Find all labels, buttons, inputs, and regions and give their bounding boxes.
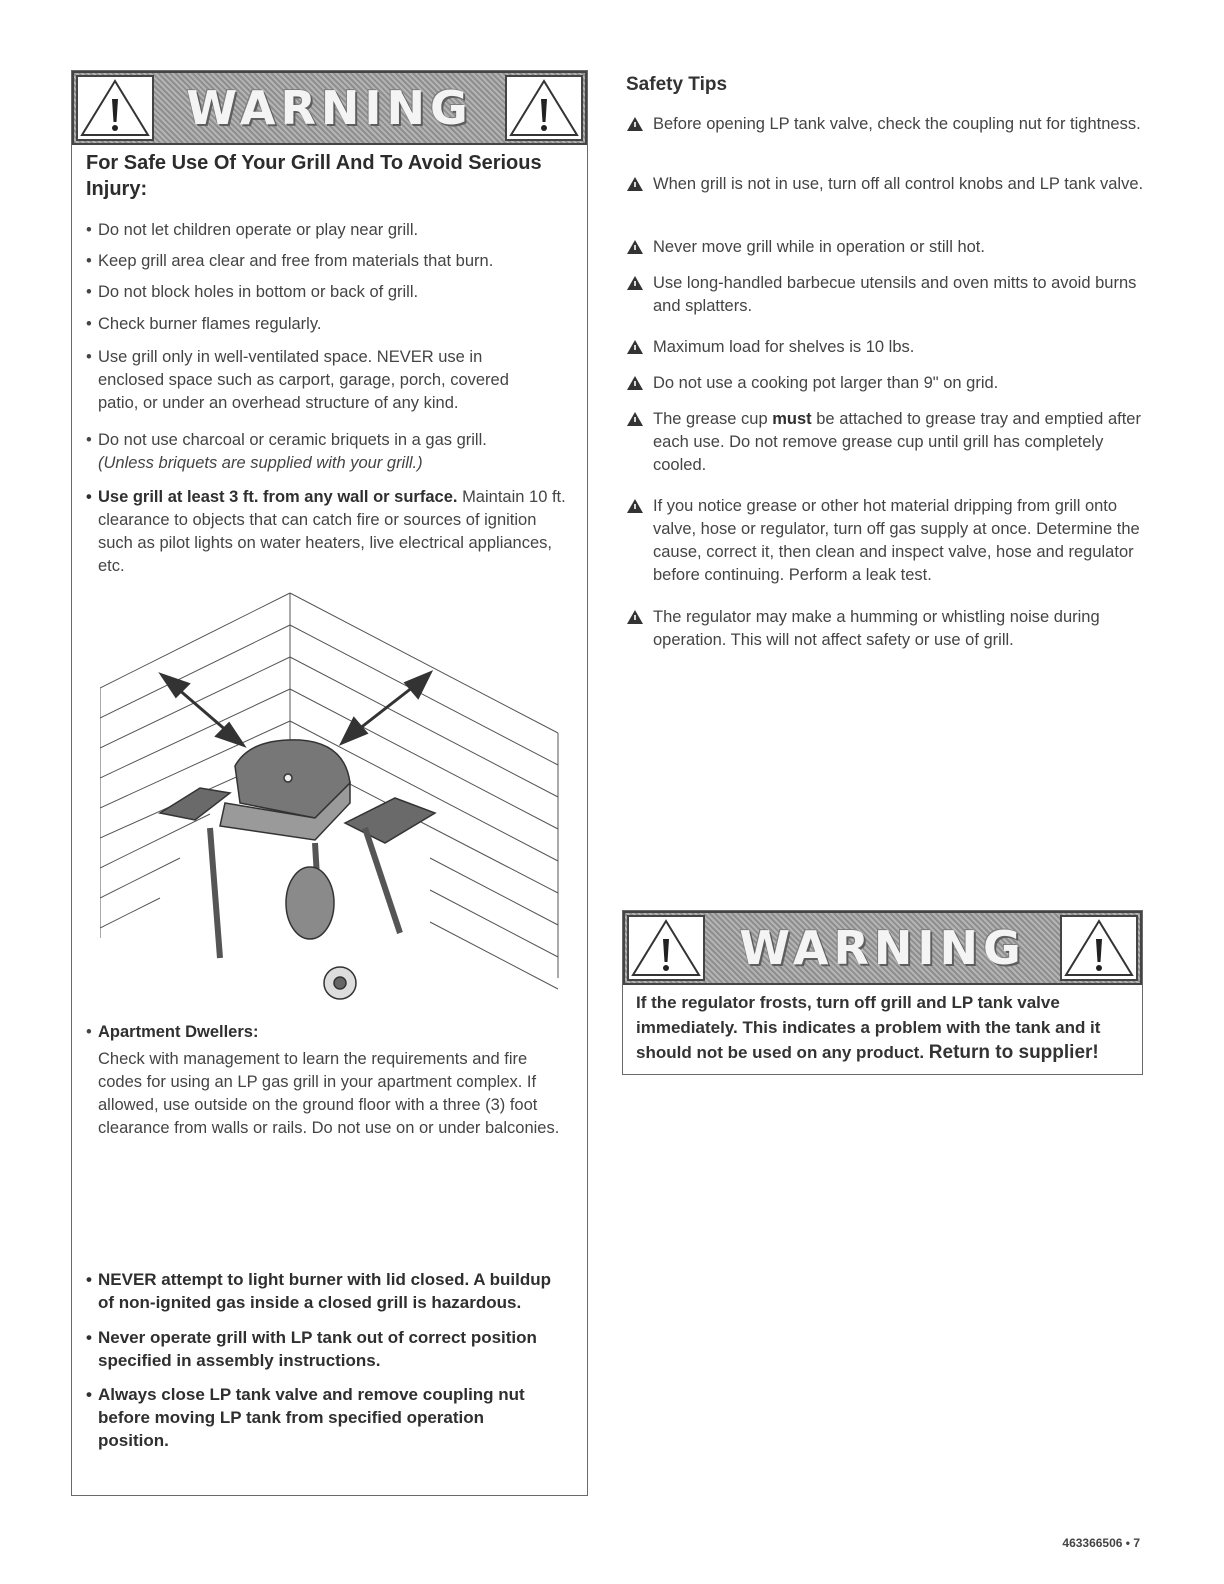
safety-tip-item: The regulator may make a humming or whistling noise during operation. This will not affect safety or use of grill. — [626, 606, 1146, 652]
apartment-text: Check with management to learn the requirements and fire codes for using an LP gas grill in your apartment complex. If allowed, use outside on the ground floor with a three (3) foot clearance from walls or rails. Do not use on or under balconies. — [98, 1050, 560, 1137]
list-item: • Apartment Dwellers: — [86, 1023, 259, 1041]
list-item: • Do not let children operate or play near grill. — [86, 221, 419, 239]
safety-tip-item: If you notice grease or other hot material dripping from grill onto valve, hose or regulator, turn off gas supply at once. Determine the cause, correct it, then clean and inspect valve, hose and regulator before continuing. Perform a leak test. — [626, 495, 1146, 587]
warning-heading: For Safe Use Of Your Grill And To Avoid Serious Injury: — [86, 152, 542, 200]
warning-triangle-icon — [505, 75, 583, 141]
warning-triangle-icon — [626, 339, 644, 355]
warning-triangle-icon — [626, 176, 644, 192]
list-item: • Never operate grill with LP tank out of correct position specified in assembly instructions. — [86, 1328, 537, 1370]
list-item: • Use grill at least 3 ft. from any wall or surface. Maintain 10 ft. clearance to objects that can catch fire or sources of ignition such as pilot lights on water heaters, live electrical appliances, etc. — [86, 488, 566, 575]
list-item: • Check burner flames regularly. — [86, 315, 322, 333]
warning-title: WARNING — [739, 921, 1026, 975]
safety-tips-title: Safety Tips — [626, 74, 728, 95]
warning-triangle-icon — [627, 915, 705, 981]
safety-tip-item: Use long-handled barbecue utensils and oven mitts to avoid burns and splatters. — [626, 272, 1146, 318]
safety-tip-item: Never move grill while in operation or still hot. — [626, 236, 1146, 259]
list-item: • Keep grill area clear and free from materials that burn. — [86, 252, 494, 270]
warning-triangle-icon — [1060, 915, 1138, 981]
warning-banner — [623, 911, 1142, 985]
warning-triangle-icon — [626, 411, 644, 427]
warning-triangle-icon — [626, 275, 644, 291]
warning-triangle-icon — [626, 239, 644, 255]
list-item: • Use grill only in well-ventilated space. NEVER use in enclosed space such as carport, garage, porch, covered patio, or under an overhead structure of any kind. — [86, 348, 509, 412]
warning-banner — [72, 71, 587, 145]
grill-clearance-illustration — [100, 588, 562, 1008]
warning-triangle-icon — [626, 498, 644, 514]
regulator-warning-text: If the regulator frosts, turn off grill and LP tank valve immediately. This indicates a problem with the tank and it should not be used on any product. Return to supplier! — [636, 993, 1101, 1063]
safety-tip-item: Do not use a cooking pot larger than 9" on grid. — [626, 372, 1146, 395]
list-item: • Do not block holes in bottom or back of grill. — [86, 283, 419, 301]
safety-tip-item: Maximum load for shelves is 10 lbs. — [626, 336, 1146, 359]
safety-tip-item: The grease cup must be attached to grease tray and emptied after each use. Do not remove grease cup until grill has completely cooled. — [626, 408, 1146, 477]
warning-triangle-icon — [626, 375, 644, 391]
warning-title: WARNING — [186, 81, 473, 135]
return-to-supplier: Return to supplier! — [928, 1042, 1099, 1063]
warning-triangle-icon — [76, 75, 154, 141]
safety-tip-item: Before opening LP tank valve, check the coupling nut for tightness. — [626, 113, 1146, 136]
page-number: 463366506 • 7 — [1062, 1536, 1140, 1550]
list-item: • NEVER attempt to light burner with lid closed. A buildup of non-ignited gas inside a closed grill is hazardous. — [86, 1270, 552, 1312]
warning-triangle-icon — [626, 116, 644, 132]
warning-triangle-icon — [626, 609, 644, 625]
list-item: • Always close LP tank valve and remove coupling nut before moving LP tank from specified operation position. — [86, 1385, 525, 1450]
list-item: • Do not use charcoal or ceramic briquets in a gas grill. (Unless briquets are supplied with your grill.) — [86, 431, 487, 472]
safety-tip-item: When grill is not in use, turn off all control knobs and LP tank valve. — [626, 173, 1146, 196]
